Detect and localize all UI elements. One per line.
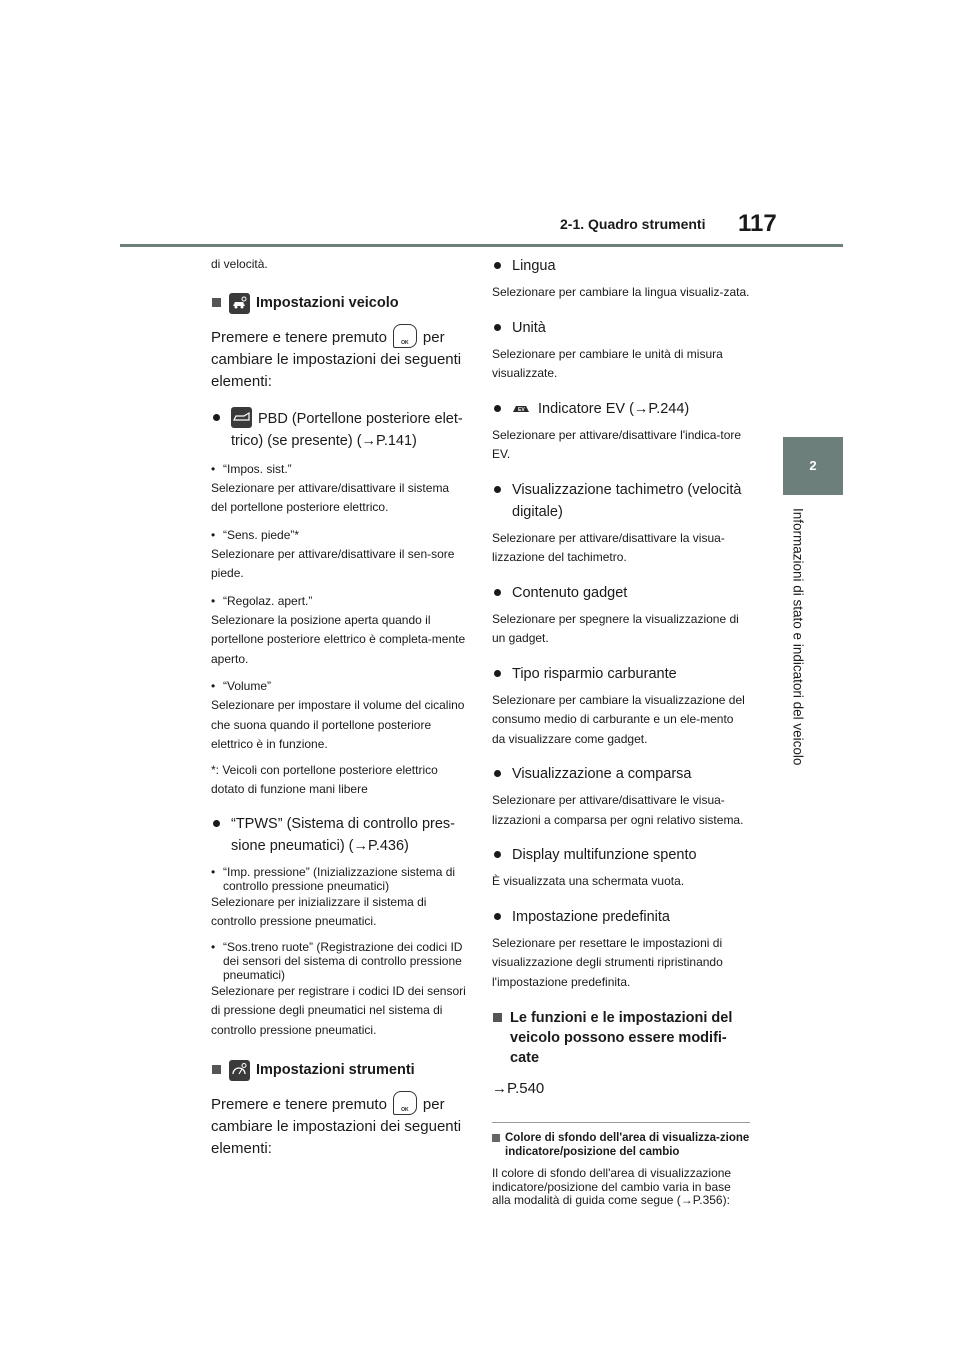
bullet-icon [494,486,501,493]
vehicle-settings-title: Impostazioni veicolo [256,294,399,311]
intro-tail: di velocità. [211,257,268,271]
bullet-icon [494,589,501,596]
page-number: 117 [738,210,777,237]
tpws-title: “TPWS” (Sistema di controllo pres-sione pneumatici) (→P.436) [231,815,455,854]
list-item-label: “Impos. sist.” [223,461,292,476]
list-item-desc: Selezionare per attivare/disattivare il sistema del portellone posteriore elettrico. [211,480,450,514]
ok-label: OK [401,339,409,346]
left-column [211,255,466,1160]
press-text-a: Premere e tenere premuto [211,1096,387,1113]
bullet-icon [213,820,220,827]
pbd-title: PBD (Portellone posteriore elet-trico) (se presente) (→P.141) [231,410,463,449]
list-item-desc: Selezionare per inizializzare il sistema di controllo pressione pneumatici. [211,894,427,928]
setting-desc: Selezionare per attivare/disattivare le visua-lizzazioni a comparsa per ogni relativo sistema. [492,793,744,827]
square-bullet-icon [212,298,221,307]
meter-settings-title: Impostazioni strumenti [256,1062,415,1078]
list-item: • “Sens. piede”* [211,526,466,545]
setting-item [492,663,750,685]
meter-settings-heading [211,1060,466,1081]
setting-desc: Selezionare per attivare/disattivare la visua-lizzazione del tachimetro. [492,530,725,564]
vehicle-settings-heading [211,293,466,314]
setting-item [492,844,750,866]
press-text-a: Premere e tenere premuto [211,328,387,346]
functions-ref: →P.540 [492,1080,545,1097]
list-item-label: “Sens. piede”* [223,527,300,542]
svg-text:EV: EV [518,406,525,413]
bullet-icon [494,405,501,412]
setting-title: Impostazione predefinita [512,908,670,925]
setting-desc: Selezionare per attivare/disattivare l'indica-tore EV. [492,427,742,461]
meter-press-text [211,1091,466,1160]
list-item-label: “Regolaz. apert.” [223,593,313,608]
square-bullet-icon [212,1065,221,1074]
list-item-desc: Selezionare per attivare/disattivare il sen-sore piede. [211,546,455,580]
setting-item [492,317,750,339]
setting-title: Visualizzazione a comparsa [512,766,692,782]
list-item-desc: Selezionare per impostare il volume del cicalino che suona quando il portellone posteriore elettrico è in funzione. [211,698,465,751]
tpws-item [211,813,466,857]
setting-item [492,255,750,277]
setting-item [492,906,750,928]
ok-label: OK [401,1107,409,1113]
setting-title: Display multifunzione spento [512,847,697,863]
setting-title: Indicatore EV (→P.244) [538,400,690,417]
pbd-item [211,407,466,452]
chapter-title-text: Informazioni di stato e indicatori del veicolo [790,508,806,766]
ok-button-icon [393,1091,417,1115]
list-item-desc: Selezionare per registrare i codici ID dei sensori di pressione degli pneumatici nel sistema di controllo pressione pneumatici. [211,983,466,1037]
bullet-icon [494,913,501,920]
square-bullet-icon [493,1013,502,1022]
list-item: • “Sos.treno ruote” (Registrazione dei codici ID dei sensori del sistema di controllo pressione pneumatici) [211,940,466,982]
ok-button-icon [393,324,417,348]
setting-desc: Selezionare per cambiare la visualizzazione del consumo medio di carburante e un ele-mento da visualizzare come gadget. [492,692,745,746]
bullet-icon [213,414,220,421]
setting-desc: Selezionare per resettare le impostazioni di visualizzazione degli strumenti ripristinando l'impostazione predefinita. [492,935,723,989]
bullet-icon [494,670,501,677]
bullet-icon [494,770,501,777]
setting-item [492,582,750,604]
list-item-desc: Selezionare la posizione aperta quando il portellone posteriore elettrico è completa-mente aperto. [211,612,466,666]
setting-title: Contenuto gadget [512,584,628,601]
tailgate-icon [231,407,252,428]
meter-settings-icon [229,1060,250,1081]
functions-heading [492,1008,750,1068]
square-bullet-icon [492,1134,500,1142]
list-item-label: “Sos.treno ruote” (Registrazione dei codici ID dei sensori del sistema di controllo pressione pneumatici) [223,939,463,982]
list-item: • “Impos. sist.” [211,460,466,479]
chapter-tab: 2 [783,437,843,495]
header-rule [120,244,843,247]
functions-title: Le funzioni e le impostazioni del veicolo possono essere modifi-cate [510,1010,733,1066]
footnote: *: Veicoli con portellone posteriore elettrico dotato di funzione mani libere [211,762,438,796]
list-item: • “Imp. pressione” (Inizializzazione sistema di controllo pressione pneumatici) [211,865,466,893]
section-title: 2-1. Quadro strumenti [560,216,706,232]
setting-item [492,479,750,523]
press-text-b: per cambiare le impostazioni dei seguenti elementi: [211,1096,462,1157]
press-text-b: per cambiare le impostazioni dei seguenti elementi: [211,328,462,390]
pbd-title-wrap [231,407,466,452]
car-settings-icon [229,293,250,314]
setting-title: Visualizzazione tachimetro (velocità digitale) [512,481,742,520]
list-item: • “Regolaz. apert.” [211,592,466,611]
setting-item [492,398,750,420]
chapter-title [783,508,813,770]
vehicle-press-text [211,324,466,393]
right-column [492,255,750,1208]
color-heading [492,1131,750,1159]
list-item-label: “Imp. pressione” (Inizializzazione sistema di controllo pressione pneumatici) [223,864,456,893]
setting-desc: Selezionare per cambiare le unità di misura visualizzate. [492,346,723,380]
setting-desc: È visualizzata una schermata vuota. [492,874,685,888]
setting-desc: Selezionare per spegnere la visualizzazione di un gadget. [492,611,739,645]
setting-title: Unità [512,319,546,336]
ev-indicator-icon [512,402,530,415]
setting-item [492,763,750,785]
bullet-icon [494,324,501,331]
bullet-icon [494,851,501,858]
list-item: • “Volume” [211,677,466,696]
setting-desc: Selezionare per cambiare la lingua visualiz-zata. [492,285,750,299]
list-item-label: “Volume” [223,679,272,693]
section-divider [492,1122,750,1123]
ev-title-wrap [512,398,689,420]
color-text: Il colore di sfondo dell'area di visualizzazione indicatore/posizione del cambio varia in base alla modalità di guida come segue (→P.356): [492,1166,732,1207]
bullet-icon [494,262,501,269]
setting-title: Tipo risparmio carburante [512,665,677,682]
setting-title: Lingua [512,258,556,274]
color-title: Colore di sfondo dell'area di visualizza-zione indicatore/posizione del cambio [505,1132,750,1158]
